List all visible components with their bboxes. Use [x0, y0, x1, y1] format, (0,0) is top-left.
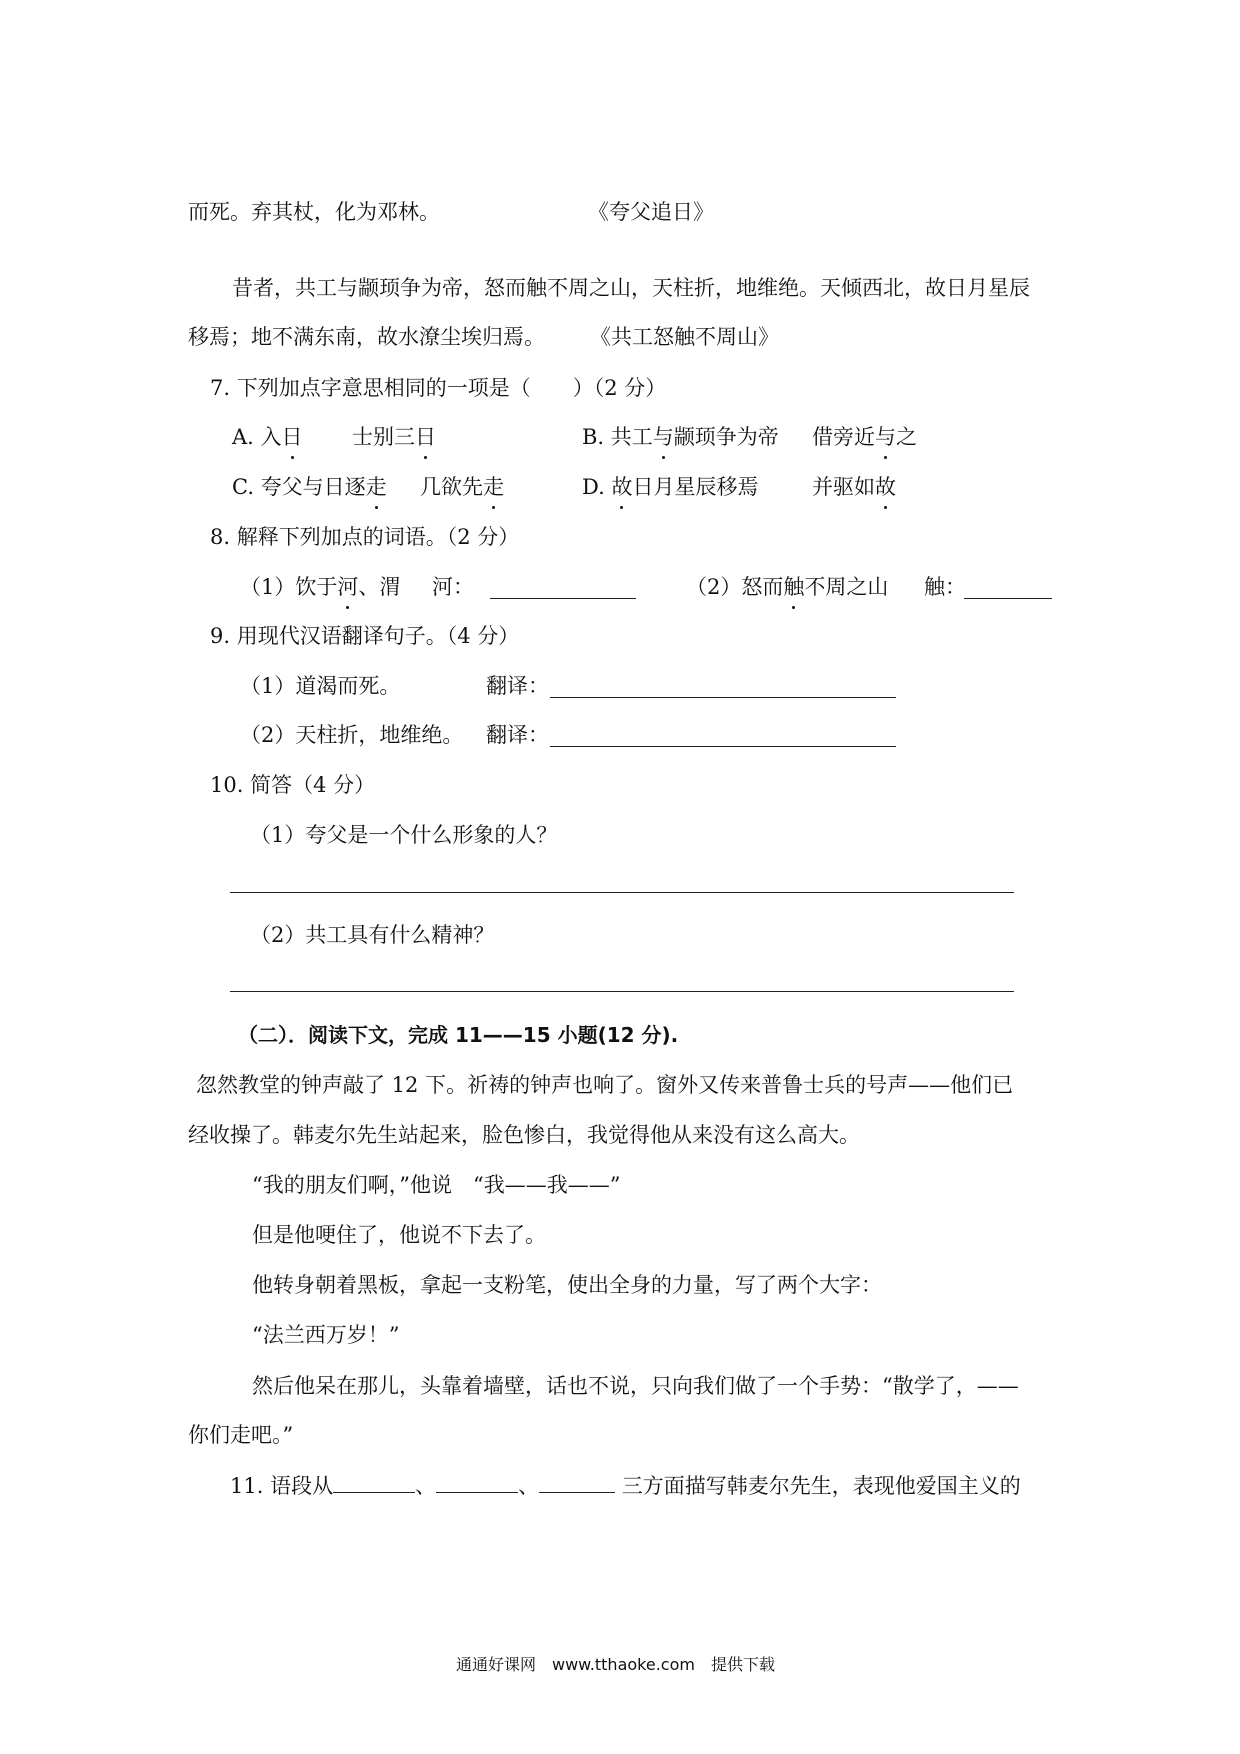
q8-part-1: （1）饮于河、渭 — [240, 572, 400, 602]
passage-line: 经收操了。韩麦尔先生站起来，脸色惨白，我觉得他从来没有这么高大。 — [188, 1123, 860, 1147]
emphasis-dot-char: 与 — [653, 422, 674, 452]
answer-blank[interactable] — [964, 576, 1052, 599]
q7-option-d: D. 故日月星辰移焉 — [582, 472, 758, 502]
q8-part-1-label: 河： — [432, 575, 474, 599]
q7-option-b: B. 共工与颛顼争为帝 — [582, 422, 779, 452]
passage-line: 他转身朝着黑板，拿起一支粉笔，使出全身的力量，写了两个大字： — [252, 1273, 882, 1297]
passage-line: 移焉；地不满东南，故水潦尘埃归焉。 — [188, 325, 545, 349]
answer-line[interactable] — [230, 892, 1014, 893]
answer-blank[interactable] — [333, 1470, 415, 1493]
answer-blank[interactable] — [436, 1470, 518, 1493]
q9-part-1-label: 翻译： — [486, 674, 549, 698]
question-11: 11. 语段从 、 、 三方面描写韩麦尔先生，表现他爱国主义的 — [230, 1470, 1021, 1500]
emphasis-dot-char: 走 — [483, 472, 504, 502]
section-heading: （二）．阅读下文，完成 11——15 小题(12 分). — [238, 1023, 679, 1047]
question-7-stem: 7. 下列加点字意思相同的一项是（ ）（2 分） — [210, 376, 667, 400]
passage-line: “我的朋友们啊，”他说 “我——我——” — [252, 1173, 621, 1197]
question-10-stem: 10. 简答（4 分） — [210, 773, 376, 797]
q7-option-d-2: 并驱如故 — [812, 472, 896, 502]
question-8-stem: 8. 解释下列加点的词语。（2 分） — [210, 525, 520, 549]
emphasis-dot-char: 触 — [783, 572, 804, 602]
emphasis-dot-char: 与 — [875, 422, 896, 452]
answer-blank[interactable] — [490, 576, 636, 599]
passage-line: 但是他哽住了，他说不下去了。 — [252, 1223, 546, 1247]
q7-option-a-2: 士别三日 — [352, 422, 436, 452]
question-9-stem: 9. 用现代汉语翻译句子。（4 分） — [210, 624, 520, 648]
q10-part-1: （1）夸父是一个什么形象的人？ — [250, 823, 558, 847]
answer-blank[interactable] — [550, 724, 896, 747]
q9-part-1: （1）道渴而死。 — [240, 674, 401, 698]
passage-line: 昔者，共工与颛顼争为帝，怒而触不周之山，天柱折，地维绝。天倾西北，故日月星辰 — [232, 276, 1030, 300]
q8-part-2-label: 触： — [924, 575, 966, 599]
answer-line[interactable] — [230, 991, 1014, 992]
q7-option-c-2: 几欲先走 — [420, 472, 504, 502]
q7-option-b-2: 借旁近与之 — [812, 422, 917, 452]
emphasis-dot-char: 故 — [611, 472, 632, 502]
emphasis-dot-char: 日 — [282, 422, 303, 452]
q10-part-2: （2）共工具有什么精神？ — [250, 923, 495, 947]
q7-option-a: A. 入日 — [232, 422, 303, 452]
q9-part-2: （2）天柱折，地维绝。 — [240, 723, 464, 747]
emphasis-dot-char: 走 — [366, 472, 387, 502]
answer-blank[interactable] — [539, 1470, 615, 1493]
q9-part-2-label: 翻译： — [486, 723, 549, 747]
q7-option-c: C. 夸父与日逐走 — [232, 472, 387, 502]
emphasis-dot-char: 河 — [337, 572, 358, 602]
footer-text: 通通好课网 www.tthaoke.com 提供下载 — [456, 1655, 775, 1674]
emphasis-dot-char: 日 — [415, 422, 436, 452]
answer-blank[interactable] — [550, 675, 896, 698]
emphasis-dot-char: 故 — [875, 472, 896, 502]
passage-source: 《共工怒触不周山》 — [590, 325, 779, 349]
q8-part-2: （2）怒而触不周之山 — [686, 572, 888, 602]
passage-line: “法兰西万岁！” — [252, 1323, 400, 1347]
passage-line: 忽然教堂的钟声敲了 12 下。祈祷的钟声也响了。窗外又传来普鲁士兵的号声——他们已 — [196, 1073, 1014, 1097]
passage-line: 然后他呆在那儿，头靠着墙壁，话也不说，只向我们做了一个手势：“散学了，—— — [252, 1374, 1019, 1398]
passage-line: 而死。弃其杖，化为邓林。 — [188, 200, 440, 224]
passage-line: 你们走吧。” — [188, 1423, 294, 1447]
passage-source: 《夸父追日》 — [588, 200, 714, 224]
